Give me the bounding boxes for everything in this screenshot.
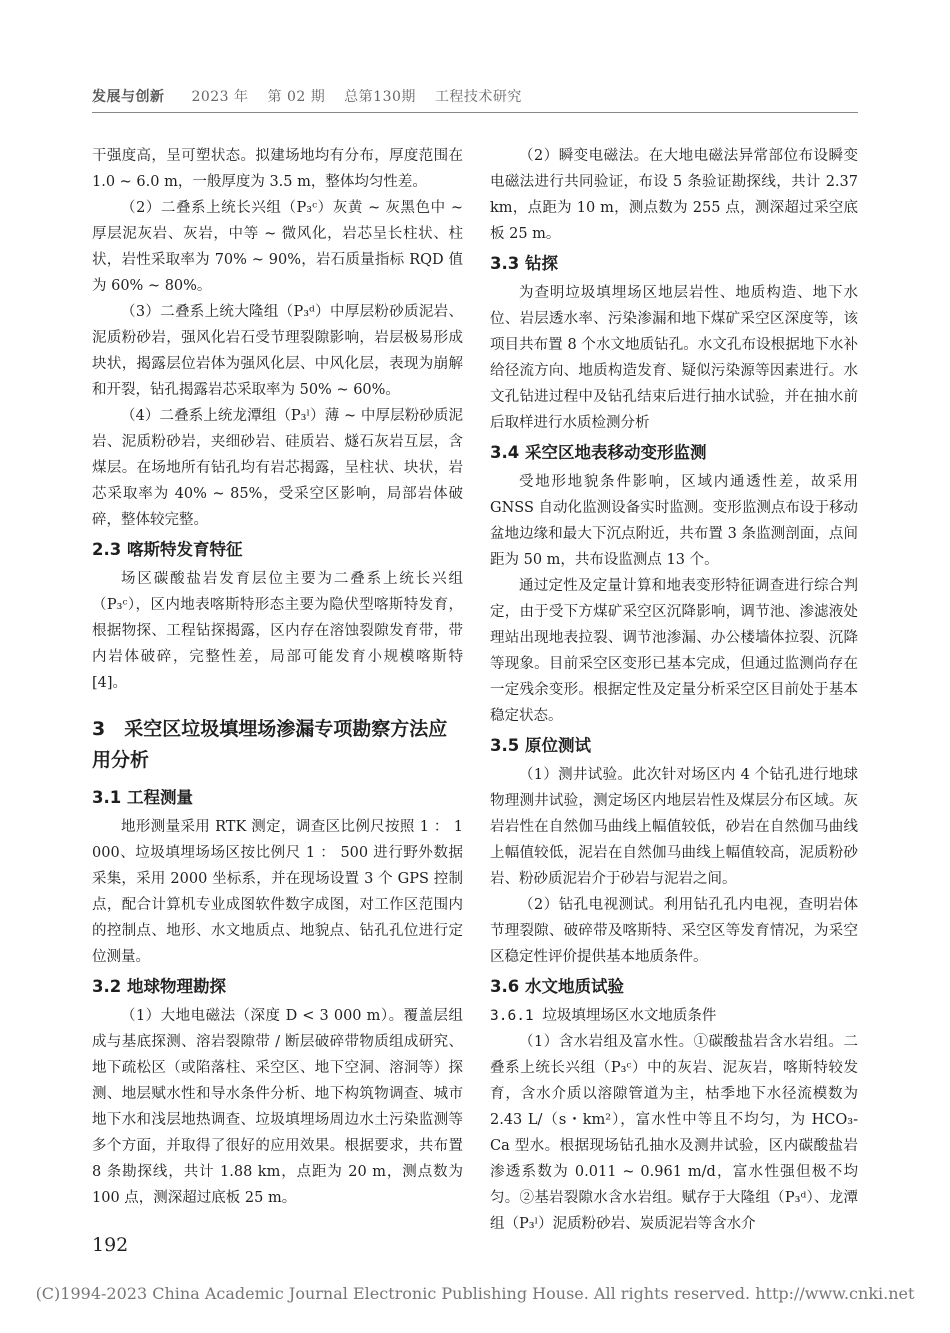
paragraph: （2）二叠系上统长兴组（P₃ᶜ）灰黄 ~ 灰黑色中 ~ 厚层泥灰岩、灰岩，中等 ~ 微风化，岩芯呈长柱状、柱状，岩性采取率为 70% ~ 90%，岩石质量指标 RQD 值为 60% ~ 80%。	[92, 200, 463, 294]
subsection-heading: 3.6.1 垃圾填埋场区水文地质条件	[490, 1008, 717, 1024]
left-column	[92, 143, 463, 1211]
issue-year: 2023 年	[191, 89, 249, 105]
paragraph: （4）二叠系上统龙潭组（P₃ˡ）薄 ~ 中厚层粉砂质泥岩、泥质粉砂岩，夹细砂岩、硅质岩、燧石灰岩互层，含煤层。在场地所有钻孔均有岩芯揭露，呈柱状、块状，岩芯采取率为 40% ~ 85%，受采空区影响，局部岩体破碎，整体较完整。	[92, 408, 463, 528]
running-header	[92, 86, 858, 106]
section-heading: 3.6 水文地质试验	[490, 977, 624, 996]
page-number: 192	[92, 1234, 129, 1256]
section-heading: 3.1 工程测量	[92, 788, 193, 807]
copyright-footer: (C)1994-2023 China Academic Journal Electronic Publishing House. All rights reserved. http://www.cnki.net	[35, 1284, 915, 1303]
paragraph: （1）大地电磁法（深度 D < 3 000 m）。覆盖层组成与基底探测、溶岩裂隙带 / 断层破碎带物质组成研究、地下疏松区（或陷落柱、采空区、地下空洞、溶洞等）探测、地层赋水性和导水条件分析、地下构筑物调查、城市地下水和浅层地热调查、垃圾填埋场周边水土污染监测等多个方面，并取得了很好的应用效果。根据要求，共布置 8 条勘探线，共计 1.88 km，点距为 20 m，测点数为 100 点，测深超过底板 25 m。	[92, 1008, 463, 1206]
section-heading: 3.5 原位测试	[490, 736, 591, 755]
chapter-heading: 3 采空区垃圾填埋场渗漏专项勘察方法应用分析	[92, 718, 448, 771]
column-name: 工程技术研究	[434, 89, 522, 105]
paragraph: （2）钻孔电视测试。利用钻孔孔内电视，查明岩体节理裂隙、破碎带及喀斯特、采空区等发育情况，为采空区稳定性评价提供基本地质条件。	[490, 897, 858, 965]
paragraph: （3）二叠系上统大隆组（P₃ᵈ）中厚层粉砂质泥岩、泥质粉砂岩，强风化岩石受节理裂隙影响，岩层极易形成块状，揭露层位岩体为强风化层、中风化层，表现为崩解和开裂，钻孔揭露岩芯采取率为 50% ~ 60%。	[92, 304, 463, 398]
issue-number: 第 02 期	[267, 89, 326, 105]
paragraph: （2）瞬变电磁法。在大地电磁法异常部位布设瞬变电磁法进行共同验证，布设 5 条验证勘探线，共计 2.37 km，点距为 10 m，测点数为 255 点，测深超过采空底板 25 m。	[490, 148, 858, 242]
paragraph: 地形测量采用 RTK 测定，调查区比例尺按照 1 ： 1 000、垃圾填埋场场区按比例尺 1 ： 500 进行野外数据采集，采用 2000 坐标系，并在现场设置 3 个 GPS 控制点，配合计算机专业成图软件数字成图，对工作区范围内的控制点、地形、水文地质点、地貌点、钻孔孔位进行定位测量。	[92, 819, 463, 965]
paragraph: 为查明垃圾填埋场区地层岩性、地质构造、地下水位、岩层透水率、污染渗漏和地下煤矿采空区深度等，该项目共布置 8 个水文地质钻孔。水文孔布设根据地下水补给径流方向、地质构造发育、疑似污染源等因素进行。水文孔钻进过程中及钻孔结束后进行抽水试验，并在抽水前后取样进行水质检测分析	[490, 285, 858, 431]
paragraph: （1）测井试验。此次针对场区内 4 个钻孔进行地球物理测井试验，测定场区内地层岩性及煤层分布区域。灰岩岩性在自然伽马曲线上幅值较低，砂岩在自然伽马曲线上幅值较低，泥岩在自然伽马曲线上幅值较高，泥质粉砂岩、粉砂质泥岩介于砂岩与泥岩之间。	[490, 767, 858, 887]
paragraph: 场区碳酸盐岩发育层位主要为二叠系上统长兴组（P₃ᶜ），区内地表喀斯特形态主要为隐伏型喀斯特发育，根据物探、工程钻探揭露，区内存在溶蚀裂隙发育带，带内岩体破碎，完整性差，局部可能发育小规模喀斯特 [4]。	[92, 571, 463, 691]
paragraph: 干强度高，呈可塑状态。拟建场地均有分布，厚度范围在 1.0 ~ 6.0 m，一般厚度为 3.5 m，整体均匀性差。	[92, 148, 463, 190]
section-heading: 3.2 地球物理勘探	[92, 977, 226, 996]
section-heading: 3.4 采空区地表移动变形监测	[490, 443, 707, 462]
section-heading: 3.3 钻探	[490, 254, 558, 273]
journal-name: 发展与创新	[92, 89, 165, 105]
header-rule	[92, 112, 858, 113]
issue-total: 总第130期	[344, 89, 416, 105]
paragraph: 受地形地貌条件影响，区域内通透性差，故采用 GNSS 自动化监测设备实时监测。变形监测点布设于移动盆地边缘和最大下沉点附近，共布置 3 条监测剖面，点间距为 50 m，共布设监测点 13 个。	[490, 474, 858, 568]
paragraph: （1）含水岩组及富水性。①碳酸盐岩含水岩组。二叠系上统长兴组（P₃ᶜ）中的灰岩、泥灰岩，喀斯特较发育，含水介质以溶隙管道为主，枯季地下水径流模数为 2.43 L/（s・km²），富水性中等且不均匀，为 HCO₃-Ca 型水。根据现场钻孔抽水及测井试验，区内碳酸盐岩渗透系数为 0.011 ~ 0.961 m/d，富水性强但极不均匀。②基岩裂隙水含水岩组。赋存于大隆组（P₃ᵈ）、龙潭组（P₃ˡ）泥质粉砂岩、炭质泥岩等含水介	[490, 1034, 858, 1232]
right-column	[490, 143, 858, 1237]
paragraph: 通过定性及定量计算和地表变形特征调查进行综合判定，由于受下方煤矿采空区沉降影响，调节池、渗滤液处理站出现地表拉裂、调节池渗漏、办公楼墙体拉裂、沉降等现象。目前采空区变形已基本完成，但通过监测尚存在一定残余变形。根据定性及定量分析采空区目前处于基本稳定状态。	[490, 578, 858, 724]
section-heading: 2.3 喀斯特发育特征	[92, 540, 243, 559]
